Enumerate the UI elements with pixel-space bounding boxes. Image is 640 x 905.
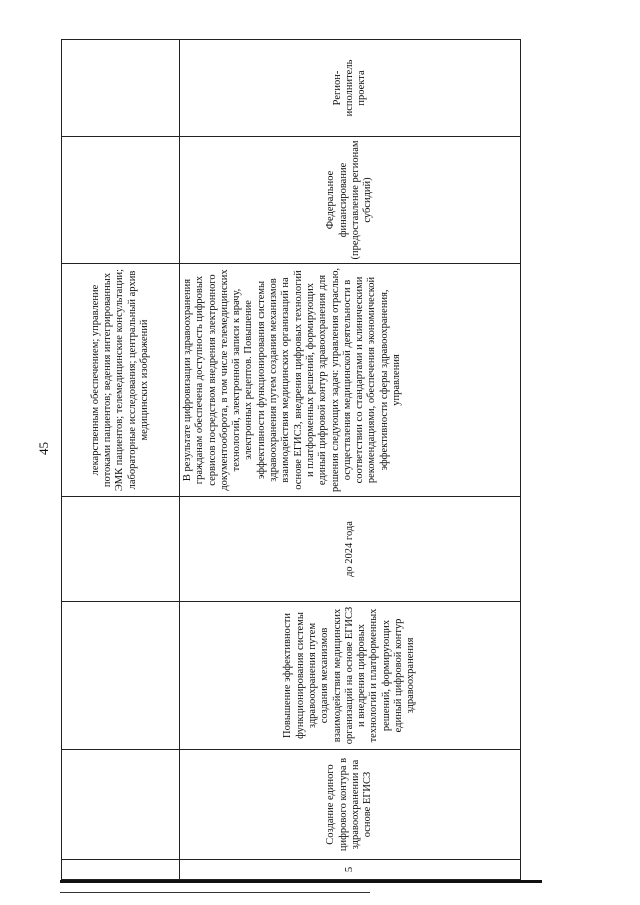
cont-cell-executor [62,40,180,137]
cont-cell-funding [62,137,180,264]
project-name: Создание единого цифрового контура в здравоохранении на основе ЕГИСЗ [180,750,521,860]
project-funding: Федеральное финансирование (предоставление регионам субсидий) [180,137,521,264]
cont-cell-num [62,860,180,880]
cont-cell-name [62,750,180,860]
footer-rule [60,880,542,883]
footer-rule-thin [60,892,370,893]
project-deadline: до 2024 года [180,497,521,602]
page-number: 45 [36,442,51,455]
project-executor: Регион-исполнитель проекта [180,40,521,137]
table-row [180,40,521,880]
row-number: 5 [180,860,521,880]
rotated-table-container [61,40,521,880]
project-table [61,39,521,880]
continuation-row [62,40,180,880]
cont-cell-result: лекарственным обеспечением; управление потоками пациентов; ведения интегрированных ЭМК пациентов; телемедицинские консультации; лабораторные исследования; центральный архив медицинских изображений [62,264,180,497]
cont-cell-deadline [62,497,180,602]
project-result: В результате цифровизации здравоохранения гражданам обеспечена доступность цифровых сервисов посредством внедрения электронного документооборота, в том числе телемедицинских технологий, электронной записи к врачу, электронных рецептов. Повышение эффективности функционирования системы здравоохранения путем создания механизмов взаимодействия медицинских организаций на основе ЕГИСЗ, внедрения цифровых технологий и платформенных решений, формирующих единый цифровой контур здравоохранения для решения следующих задач: управления отраслью, осуществления медицинской деятельности в соответствии со стандартами и клиническими рекомендациями, обеспечения экономической эффективности сферы здравоохранения, управления [180,264,521,497]
project-goal: Повышение эффективности функционирования системы здравоохранения путем создания механизмов взаимодействия медицинских организаций на основе ЕГИСЗ и внедрения цифровых технологий и платформенных решений, формирующих единый цифровой контур здравоохранения [180,602,521,750]
cont-cell-goal [62,602,180,750]
